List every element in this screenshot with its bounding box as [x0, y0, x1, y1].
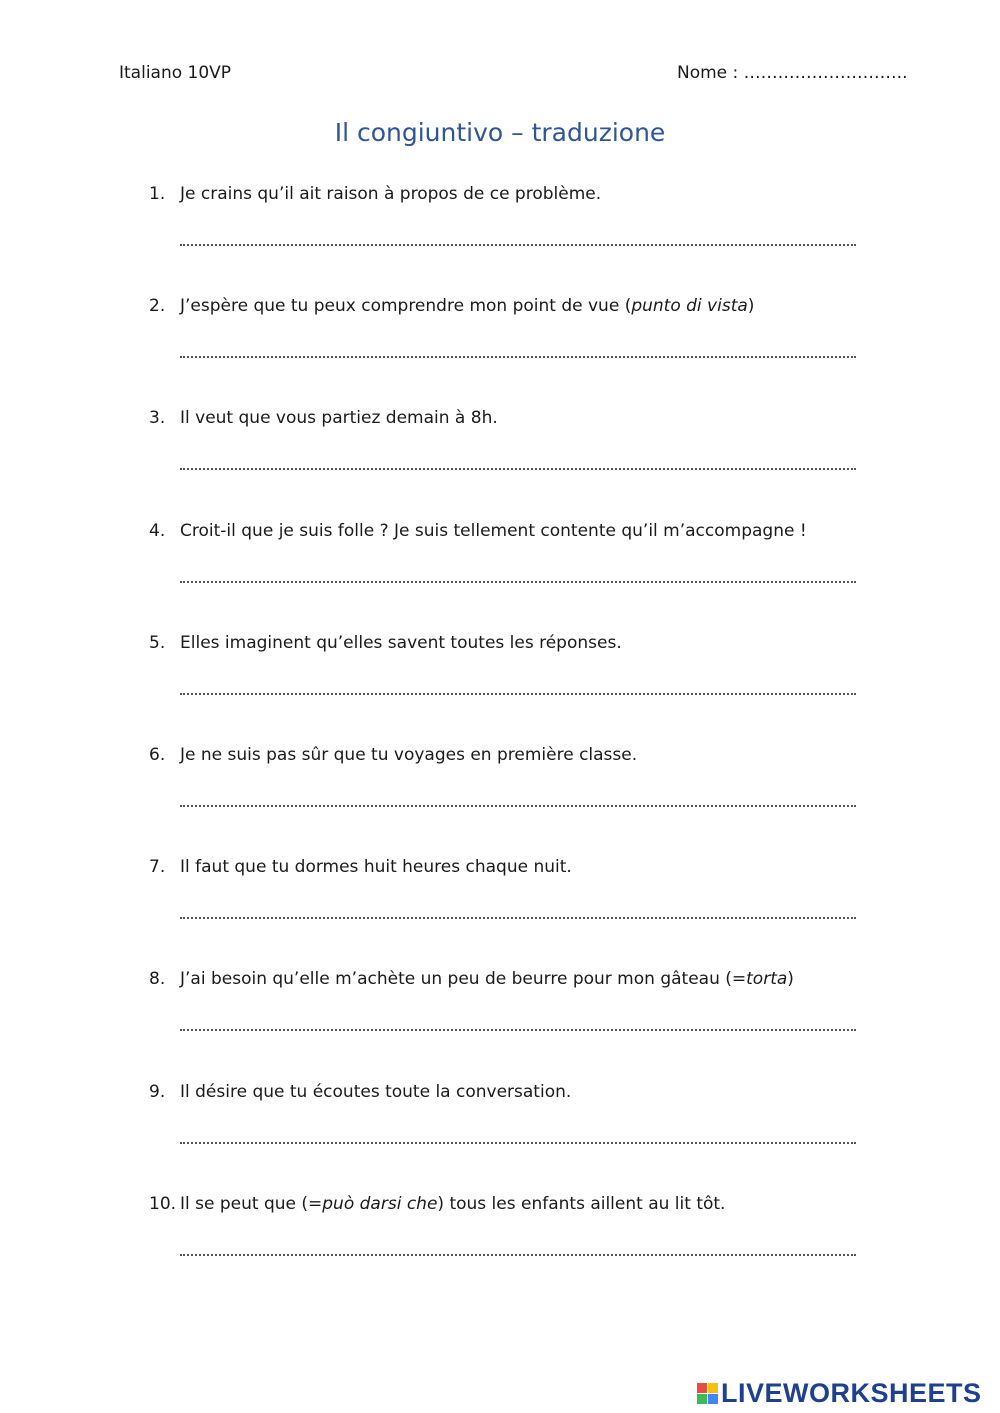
- logo-text: LIVEWORKSHEETS: [721, 1378, 982, 1408]
- answer-line[interactable]: [180, 244, 856, 246]
- logo-square: [708, 1383, 718, 1393]
- question-text-part: Il se peut que (=: [180, 1193, 323, 1214]
- question-number: 9.: [149, 1081, 166, 1102]
- answer-line[interactable]: [180, 356, 856, 358]
- logo-square: [697, 1383, 707, 1393]
- question-number: 1.: [149, 184, 166, 204]
- question-text: [180, 633, 622, 653]
- logo-mark-icon: [697, 1383, 718, 1404]
- question-item: [149, 1082, 889, 1172]
- question-text: [180, 969, 794, 989]
- question-number: 2.: [149, 296, 166, 317]
- question-text-part: Je crains qu’il ait raison à propos de ce problème.: [180, 184, 602, 204]
- question-text-part: Il désire que tu écoutes toute la conversation.: [180, 1081, 572, 1102]
- question-text-part: Croit-il que je suis folle ? Je suis tellement contente qu’il m’accompagne !: [180, 520, 807, 541]
- italic-hint: può darsi che: [322, 1193, 438, 1214]
- question-item: [149, 969, 889, 1059]
- question-text: [180, 745, 637, 765]
- question-number: 3.: [149, 408, 166, 429]
- question-text-part: Il veut que vous partiez demain à 8h.: [180, 408, 498, 429]
- logo-square: [697, 1394, 707, 1404]
- liveworksheets-logo: [697, 1378, 982, 1409]
- question-text: [180, 1082, 571, 1102]
- question-text: [180, 184, 601, 204]
- course-label: Italiano 10VP: [119, 63, 232, 83]
- question-item: [149, 521, 889, 611]
- logo-square: [708, 1394, 718, 1404]
- question-number: 8.: [149, 969, 166, 990]
- question-item: [149, 408, 889, 498]
- question-text: [180, 408, 498, 428]
- question-number: 7.: [149, 857, 166, 878]
- answer-line[interactable]: [180, 693, 856, 695]
- question-item: [149, 184, 889, 274]
- answer-line[interactable]: [180, 1254, 856, 1256]
- answer-line[interactable]: [180, 468, 856, 470]
- question-text-part: J’espère que tu peux comprendre mon point de vue (: [180, 296, 632, 317]
- question-number: 6.: [149, 745, 166, 765]
- question-number: 5.: [149, 632, 166, 653]
- question-text: [180, 521, 807, 541]
- italic-hint: punto di vista: [631, 296, 748, 317]
- question-item: [149, 633, 889, 723]
- italic-hint: torta: [746, 969, 788, 990]
- answer-line[interactable]: [180, 1142, 856, 1144]
- question-text: [180, 1194, 725, 1214]
- question-text: [180, 296, 754, 316]
- answer-line[interactable]: [180, 917, 856, 919]
- question-text-part: ): [747, 296, 755, 317]
- question-item: [149, 1194, 889, 1284]
- question-item: [149, 296, 889, 386]
- question-text-part: Elles imaginent qu’elles savent toutes les réponses.: [180, 632, 622, 653]
- question-text-part: Je ne suis pas sûr que tu voyages en première classe.: [180, 745, 638, 765]
- question-text-part: J’ai besoin qu’elle m’achète un peu de beurre pour mon gâteau (=: [180, 969, 747, 990]
- question-text-part: Il faut que tu dormes huit heures chaque nuit.: [180, 857, 572, 878]
- question-number: 4.: [149, 520, 166, 541]
- question-text: [180, 857, 572, 877]
- answer-line[interactable]: [180, 581, 856, 583]
- answer-line[interactable]: [180, 805, 856, 807]
- question-text-part: ): [787, 969, 794, 990]
- page-title: Il congiuntivo – traduzione: [334, 118, 666, 147]
- name-field-label: Nome : ………………………..: [677, 63, 908, 83]
- question-item: [149, 857, 889, 947]
- answer-line[interactable]: [180, 1029, 856, 1031]
- question-item: [149, 745, 889, 835]
- question-number: 10.: [149, 1193, 177, 1214]
- question-text-part: ) tous les enfants aillent au lit tôt.: [437, 1193, 726, 1214]
